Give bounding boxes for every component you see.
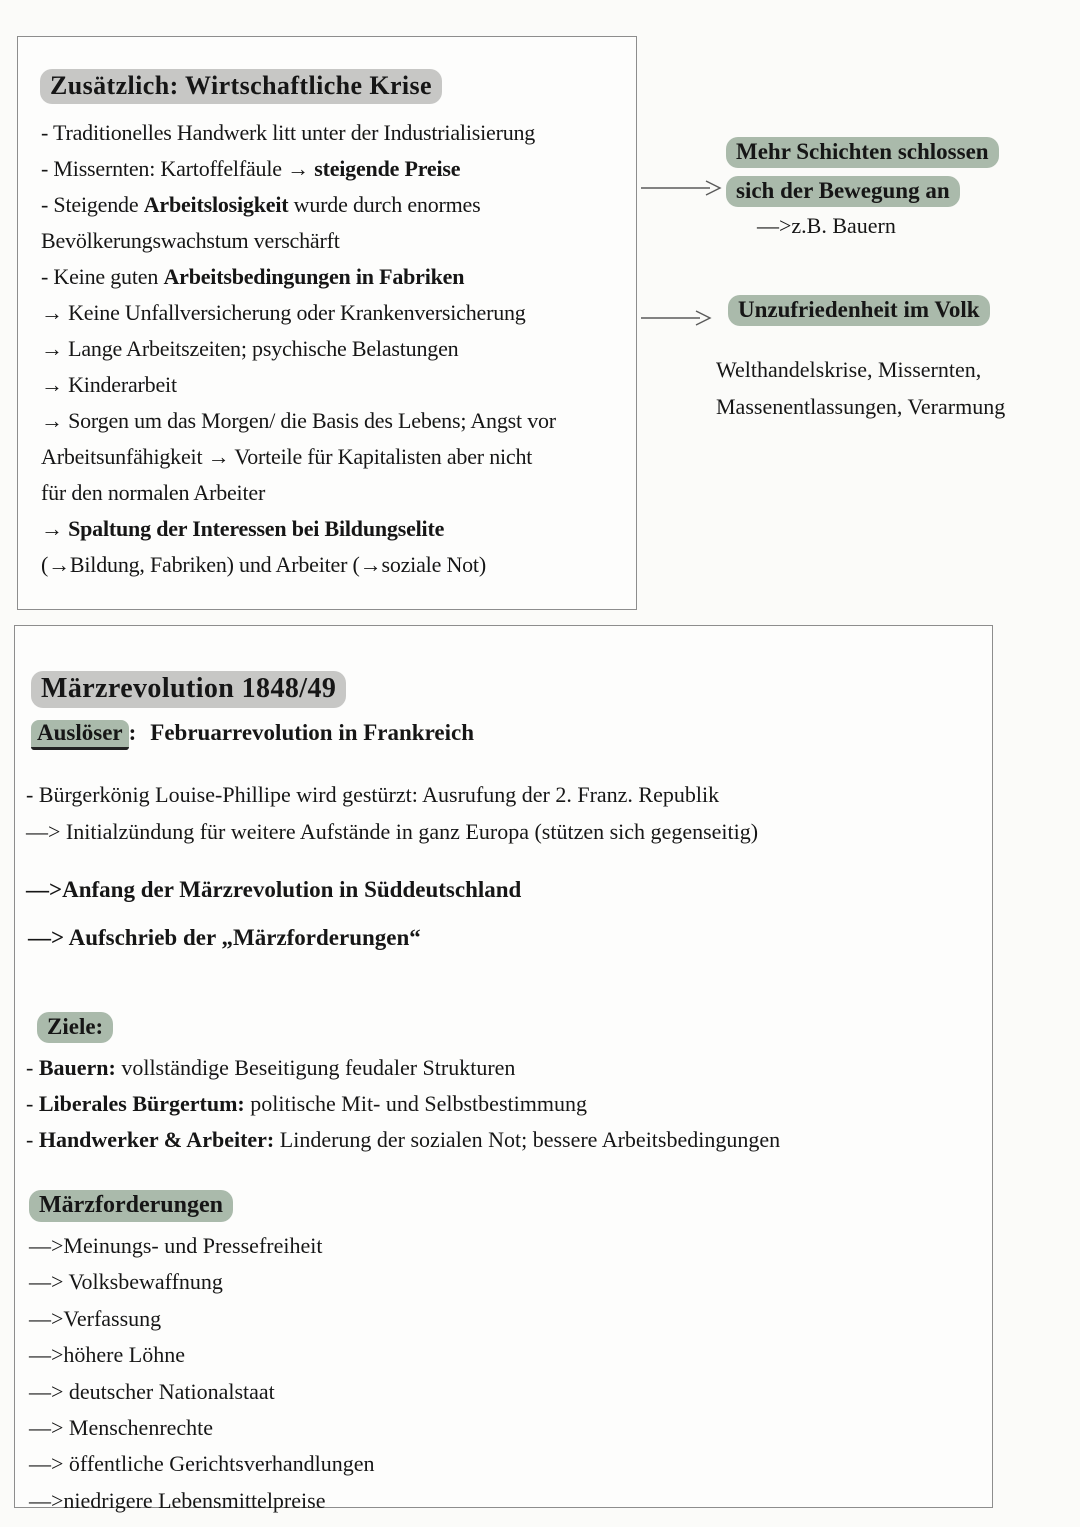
note-line: → Keine Unfallversicherung oder Krankenversicherung [41,300,526,325]
demand-item: —>Verfassung [29,1305,162,1331]
box1-title-highlight: Zusätzlich: Wirtschaftliche Krise [40,69,442,104]
note-line: Arbeitsunfähigkeit → Vorteile für Kapitalisten aber nicht [41,444,533,469]
note-line: - Missernten: Kartoffelfäule → steigende Preise [41,156,461,181]
trigger-line: Auslöser : Februarrevolution in Frankreich [31,720,474,746]
annotation-discontent-body [716,351,1005,425]
note-line: - Keine guten Arbeitsbedingungen in Fabriken [41,264,465,289]
note-line: —> Initialzündung für weitere Aufstände in ganz Europa (stützen sich gegenseitig) [26,819,759,844]
march-demands-list [29,1228,375,1519]
connector-arrow-right-icon [640,309,718,327]
demand-item: —> Volksbewaffnung [29,1269,223,1295]
goal-item: - Liberales Bürgertum: politische Mit- und Selbstbestimmung [26,1091,587,1116]
note-line: - Bürgerkönig Louise-Phillipe wird gestürzt: Ausrufung der 2. Franz. Republik [26,782,720,807]
demand-item: —>höhere Löhne [29,1342,185,1368]
trigger-label-highlight: Auslöser [31,720,129,750]
connector-arrow-right-icon [640,179,728,197]
annotation-line: Welthandelskrise, Missernten, [716,357,982,382]
annotation-more-classes [726,133,999,211]
march-demands-label: Märzforderungen [29,1192,233,1219]
box2-title [31,673,346,705]
note-line: - Steigende Arbeitslosigkeit wurde durch enormes [41,192,481,217]
annotation-example: —>z.B. Bauern [757,213,896,238]
emphasis-line: —> Aufschrieb der „Märzforderungen“ [28,925,421,950]
note-line: (→Bildung, Fabriken) und Arbeiter (→soziale Not) [41,552,486,577]
economic-crisis-box [17,36,637,610]
goal-item: - Bauern: vollständige Beseitigung feudaler Strukturen [26,1055,516,1080]
annotation-line: sich der Bewegung an [726,172,999,210]
note-line: für den normalen Arbeiter [41,480,266,505]
goal-item: - Handwerker & Arbeiter: Linderung der sozialen Not; bessere Arbeitsbedingungen [26,1127,781,1152]
goals-label: Ziele: [37,1014,113,1040]
note-line: → Lange Arbeitszeiten; psychische Belastungen [41,336,459,361]
demand-item: —>Meinungs- und Pressefreiheit [29,1233,323,1258]
note-line: - Traditionelles Handwerk litt unter der Industrialisierung [41,120,536,145]
box2-title-highlight: Märzrevolution 1848/49 [31,671,346,708]
goals-list [26,1050,780,1158]
emphasis-line: —>Anfang der Märzrevolution in Süddeutschland [26,877,522,902]
intro-lines [26,776,758,850]
note-line: → Kinderarbeit [41,372,177,397]
annotation-line: Mehr Schichten schlossen [726,133,999,171]
annotation-line: Massenentlassungen, Verarmung [716,394,1006,419]
box1-body [41,115,556,583]
demand-item: —> deutscher Nationalstaat [29,1378,275,1404]
box1-title [40,71,442,101]
demand-item: —> öffentliche Gerichtsverhandlungen [29,1451,375,1477]
annotation-discontent-title: Unzufriedenheit im Volk [728,297,990,323]
march-revolution-box [14,625,993,1513]
demand-item: —> Menschenrechte [29,1415,214,1441]
demand-item: —>niedrigere Lebensmittelpreise [29,1487,326,1513]
note-line: → Sorgen um das Morgen/ die Basis des Lebens; Angst vor [41,408,556,433]
note-line: Bevölkerungswachstum verschärft [41,228,340,253]
note-line: → Spaltung der Interessen bei Bildungselite [41,516,445,541]
